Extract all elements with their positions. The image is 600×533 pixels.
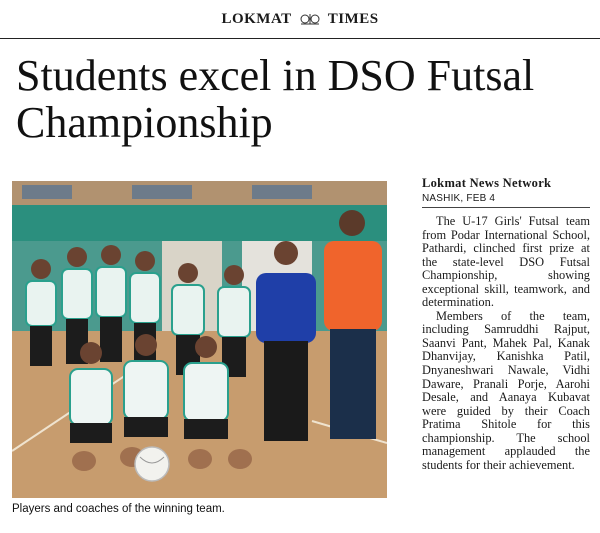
team-photo — [12, 181, 387, 498]
masthead-left: LOKMAT — [221, 10, 292, 27]
lion-crest-icon — [297, 12, 323, 26]
photo-caption: Players and coaches of the winning team. — [12, 503, 225, 515]
masthead-rule — [0, 38, 600, 39]
masthead — [0, 6, 600, 32]
dateline: NASHIK, FEB 4 — [422, 193, 496, 204]
headline: Students excel in DSO Futsal Championship — [16, 51, 535, 147]
masthead-right: TIMES — [327, 10, 379, 27]
dateline-rule — [422, 207, 590, 208]
byline: Lokmat News Network — [422, 176, 552, 190]
article-paragraph: Members of the team, including Samruddhi Rajput, Saanvi Pant, Mahek Pal, Kanak Dhanvijay, Kanishka Patil, Dnyaneshwari Nawale, Vidhi Daware, Pranali Porje, Aarohi Desale, and Aanaya Kubavat were guided by their Coach Pratima Shitole for this championship. The school management applauded the students for their achievement. — [422, 308, 590, 472]
article-paragraph: The U-17 Girls' Futsal team from Podar International School, Pathardi, clinched first prize at the state-level DSO Futsal Championship, showing exceptional skill, teamwork, and determination. — [422, 214, 590, 310]
article-body — [422, 215, 590, 472]
